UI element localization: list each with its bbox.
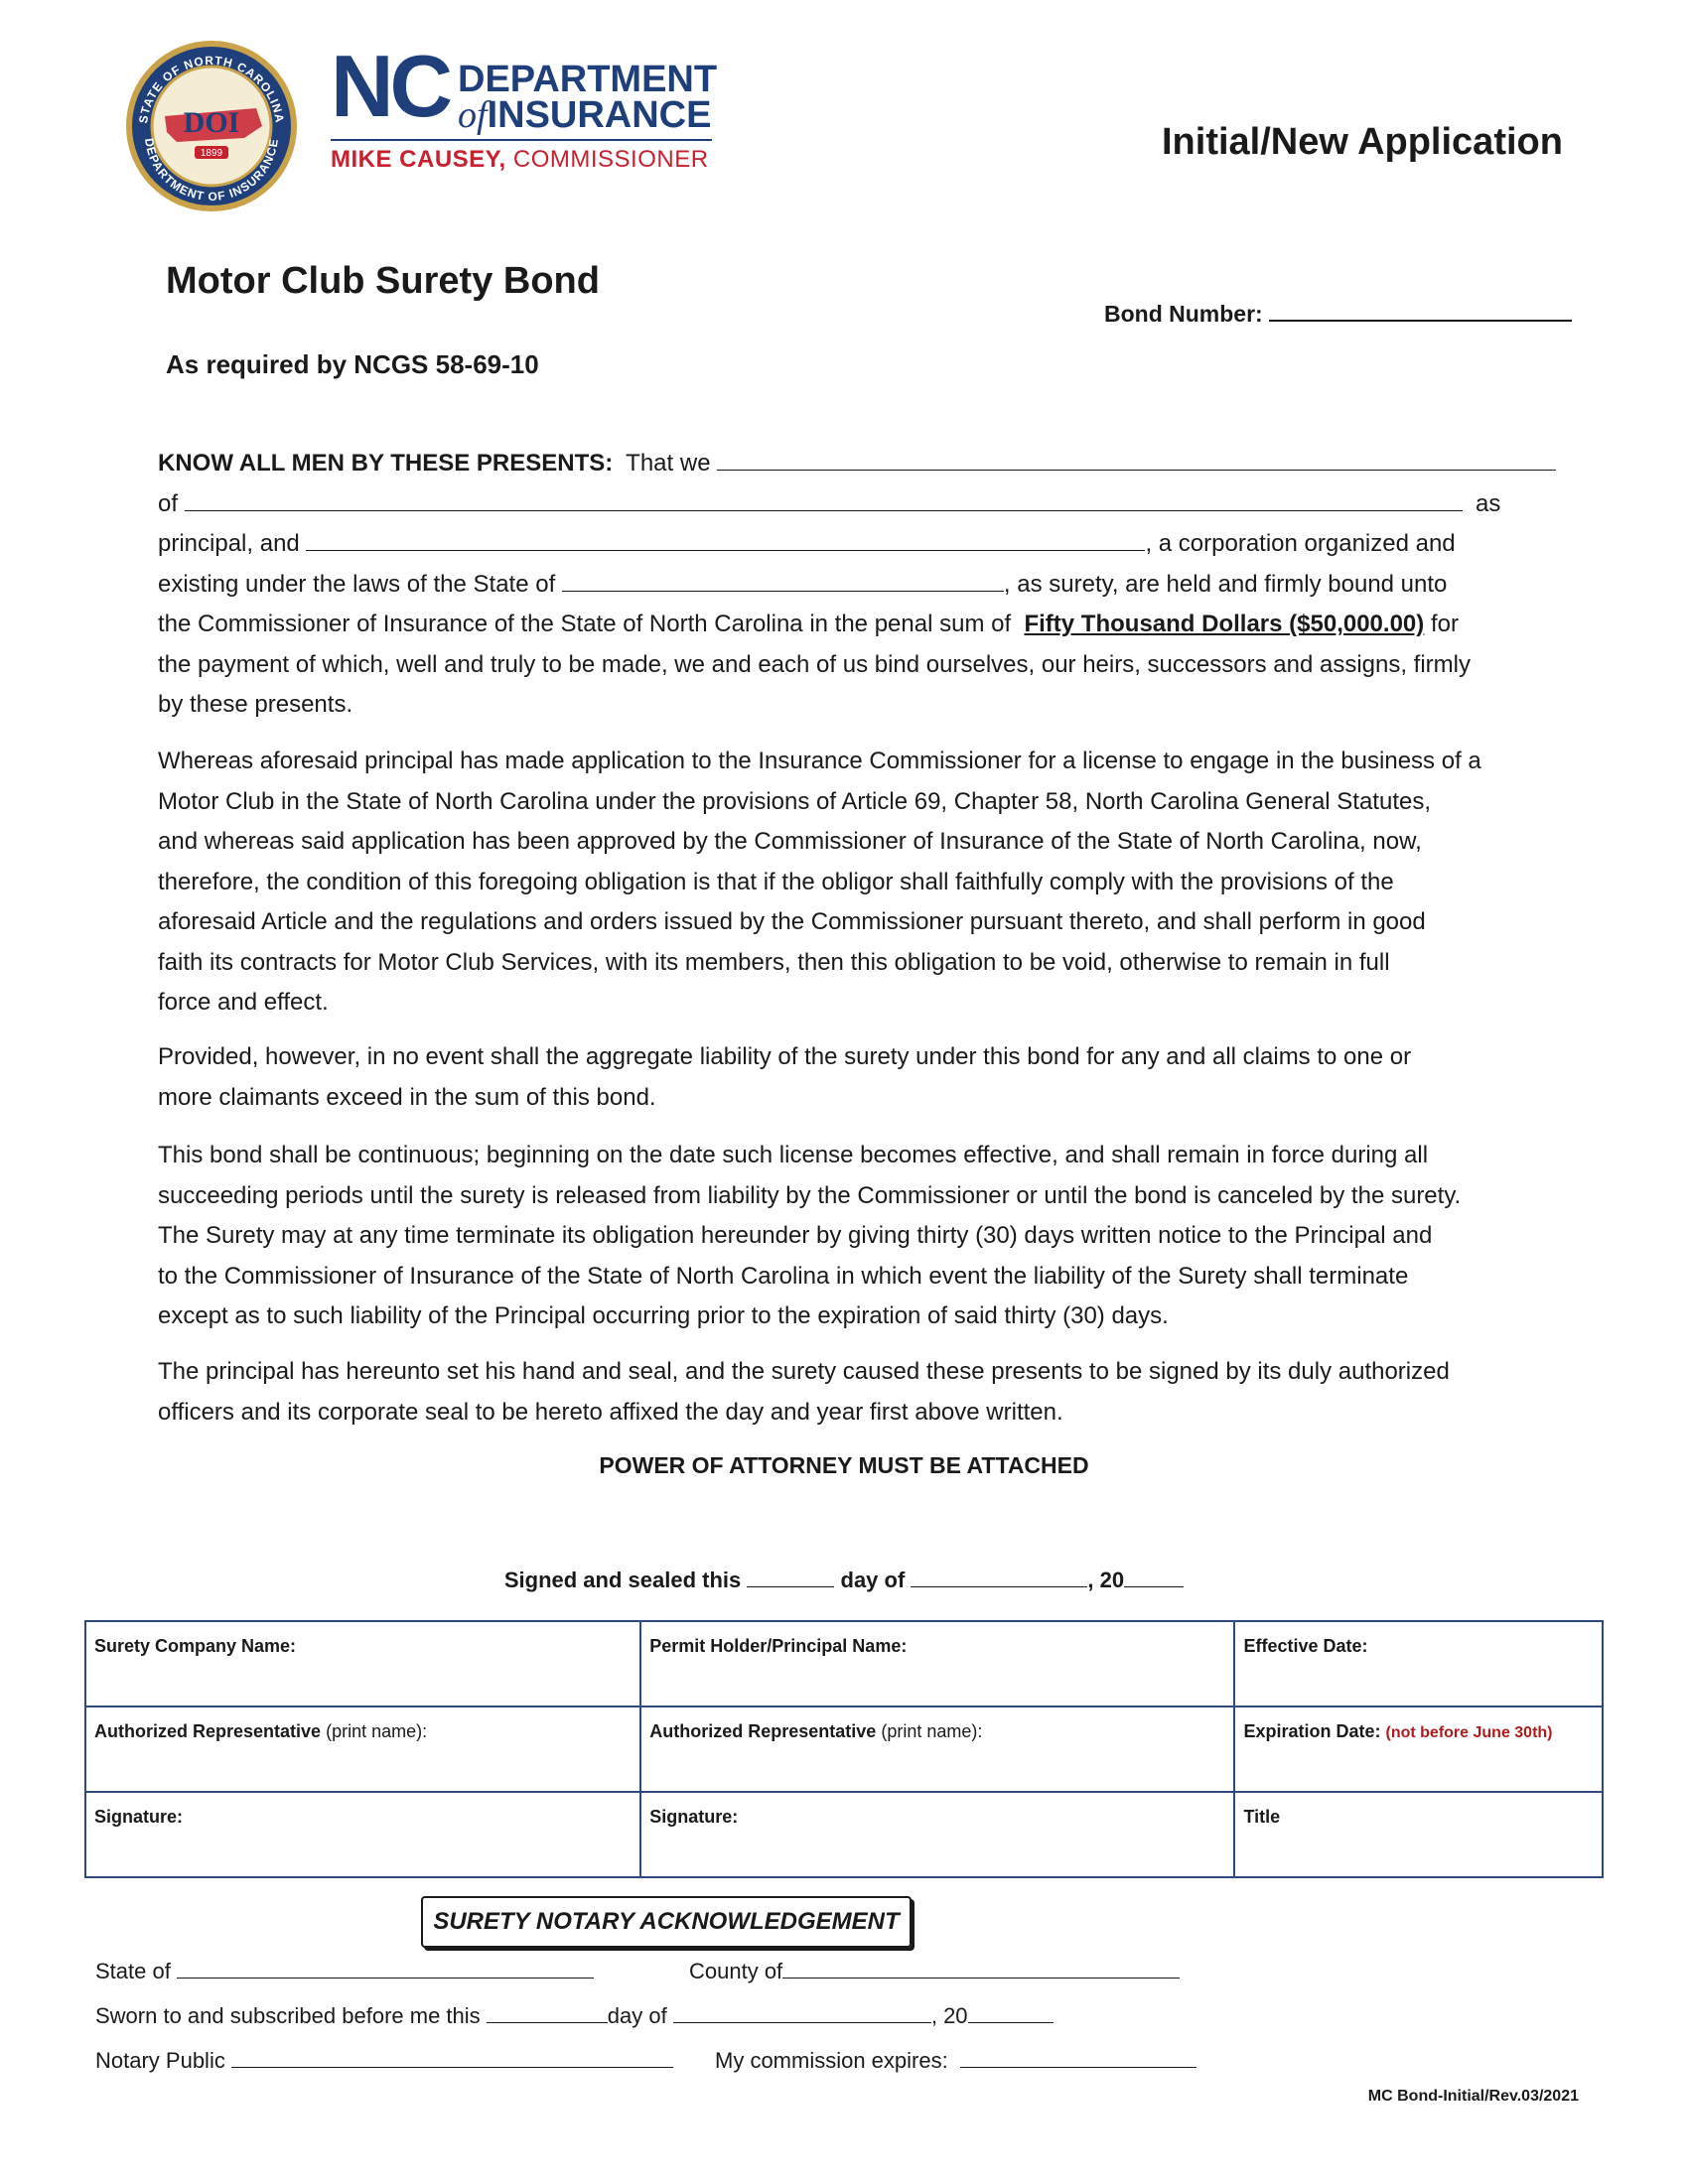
title-label: Title (1243, 1807, 1281, 1827)
print-name-note: (print name): (881, 1721, 983, 1741)
existing-text: existing under the laws of the State of (158, 570, 556, 598)
brand-department: DEPARTMENT (458, 59, 718, 100)
for-text: for (1430, 611, 1459, 637)
surety-representative-cell[interactable] (85, 1706, 640, 1792)
paragraph-line: more claimants exceed in the sum of this bond. (158, 1083, 656, 1111)
paragraph-line: Provided, however, in no event shall the aggregate liability of the surety under this bond for any and all claims to one or (158, 1043, 1412, 1070)
commissioner-text: the Commissioner of Insurance of the State of North Carolina in the penal sum of (158, 611, 1012, 637)
brand-insurance: INSURANCE (487, 94, 712, 136)
of-text: of (158, 489, 179, 517)
paragraph-line: This bond shall be continuous; beginning on the date such license becomes effective, and shall remain in force during all (158, 1142, 1429, 1168)
signature-label: Signature: (94, 1807, 184, 1827)
signed-year-prefix: , 20 (1087, 1568, 1125, 1592)
form-title: Motor Club Surety Bond (166, 260, 600, 302)
paragraph-line: faith its contracts for Motor Club Services, with its members, then this obligation to be void, otherwise to remain in full (158, 948, 1390, 976)
application-type: Initial/New Application (1162, 121, 1563, 163)
notary-sworn-line (95, 2000, 1054, 2029)
know-all-men-heading: KNOW ALL MEN BY THESE PRESENTS: (158, 450, 614, 477)
brand-nc: NC (331, 37, 450, 135)
table-row (85, 1706, 1603, 1792)
as-text: as (1476, 489, 1501, 517)
notary-county-field (689, 1956, 1180, 1984)
surety-company-label: Surety Company Name: (94, 1636, 297, 1656)
principal-representative-cell[interactable] (640, 1706, 1234, 1792)
surety-state-blank[interactable] (562, 569, 1004, 592)
paragraph-provided (158, 1037, 1558, 1118)
paragraph-line: The Surety may at any time terminate its obligation hereunder by giving thirty (30) days written notice to the Principal and (158, 1222, 1433, 1249)
county-of-label: County of (689, 1959, 783, 1983)
paragraph-line: Motor Club in the State of North Carolina under the provisions of Article 69, Chapter 58, North Carolina General Statutes, (158, 787, 1432, 815)
notary-public-field (95, 2045, 673, 2074)
brand-of: of (458, 94, 488, 136)
seal-year: 1899 (200, 148, 223, 159)
auth-rep-label: Authorized Representative (94, 1721, 322, 1741)
that-we-text: That we (626, 450, 711, 477)
sworn-year-blank[interactable] (968, 2000, 1054, 2023)
seal-bottom-text: DEPARTMENT OF INSURANCE (142, 137, 281, 205)
signed-prefix: Signed and sealed this (503, 1568, 742, 1592)
paragraph-line: therefore, the condition of this foregoing obligation is that if the obligor shall faithfully comply with the provisions of the (158, 868, 1394, 895)
signed-year-blank[interactable] (1124, 1567, 1184, 1587)
state-of-label: State of (95, 1959, 171, 1983)
print-name-note: (print name): (326, 1721, 428, 1741)
effective-date-label: Effective Date: (1243, 1636, 1368, 1656)
bond-number-field (1104, 298, 1572, 328)
paragraph-line: officers and its corporate seal to be hereto affixed the day and year first above written. (158, 1398, 1063, 1426)
paragraph-line: aforesaid Article and the regulations and orders issued by the Commissioner pursuant thereto, and shall perform in good (158, 908, 1426, 935)
sworn-label: Sworn to and subscribed before me this (95, 2003, 481, 2028)
commissioner-title: COMMISSIONER (512, 146, 709, 173)
auth-rep-label: Authorized Representative (649, 1721, 877, 1741)
notary-public-blank[interactable] (231, 2045, 673, 2068)
expiration-date-label: Expiration Date: (1243, 1721, 1381, 1741)
sworn-day-blank[interactable] (487, 2000, 608, 2023)
bond-number-label: Bond Number: (1104, 301, 1263, 327)
brand-divider (331, 139, 712, 141)
notary-state-field (95, 1956, 594, 1984)
form-revision-code: MC Bond-Initial/Rev.03/2021 (1367, 2088, 1579, 2105)
paragraph-line: succeeding periods until the surety is released from liability by the Commissioner or until the bond is canceled by the surety. (158, 1181, 1462, 1209)
expiration-date-cell[interactable] (1234, 1706, 1603, 1792)
title-cell[interactable] (1234, 1792, 1603, 1877)
power-of-attorney-notice: POWER OF ATTORNEY MUST BE ATTACHED (599, 1452, 1089, 1478)
sworn-year-prefix: , 20 (930, 2003, 968, 2028)
paragraph-line: except as to such liability of the Principal occurring prior to the expiration of said thirty (30) days. (158, 1302, 1169, 1329)
paragraph-continuous (158, 1136, 1558, 1337)
signed-and-sealed-line (0, 1567, 1688, 1593)
paragraph-line: to the Commissioner of Insurance of the State of North Carolina in which event the liability of the Surety shall terminate (158, 1262, 1409, 1290)
notary-state-blank[interactable] (177, 1956, 594, 1979)
permit-holder-cell[interactable] (640, 1621, 1234, 1706)
signed-day-of: day of (840, 1568, 906, 1592)
signed-day-blank[interactable] (747, 1567, 834, 1587)
commissioner-name: MIKE CAUSEY, (331, 146, 506, 173)
paragraph-know-all-men (158, 444, 1558, 726)
paragraph-hand-and-seal (158, 1352, 1558, 1433)
sworn-month-blank[interactable] (673, 2000, 931, 2023)
table-row (85, 1792, 1603, 1877)
doi-seal-logo (117, 35, 306, 213)
expiration-note: (not before June 30th) (1385, 1724, 1553, 1741)
surety-company-cell[interactable] (85, 1621, 640, 1706)
commission-expires-field (715, 2045, 1196, 2074)
corporation-text: , a corporation organized and (1145, 530, 1456, 557)
paragraph-whereas (158, 742, 1558, 1024)
sworn-day-of: day of (607, 2003, 667, 2028)
seal-center-text: DOI (183, 106, 240, 139)
effective-date-cell[interactable] (1234, 1621, 1603, 1706)
surety-name-blank[interactable] (306, 528, 1145, 551)
signed-month-blank[interactable] (911, 1567, 1087, 1587)
penal-sum: Fifty Thousand Dollars ($50,000.00) (1024, 611, 1425, 637)
notary-banner (421, 1896, 912, 1948)
permit-holder-label: Permit Holder/Principal Name: (649, 1636, 908, 1656)
principal-text: principal, and (158, 530, 300, 557)
principal-name-blank[interactable] (717, 448, 1556, 471)
paragraph-line: force and effect. (158, 989, 329, 1016)
signature-table (84, 1620, 1604, 1878)
signature-label: Signature: (649, 1807, 739, 1827)
paragraph-1-line-7: by these presents. (158, 691, 353, 718)
principal-address-blank[interactable] (185, 488, 1463, 511)
commission-expires-label: My commission expires: (715, 2048, 948, 2073)
notary-public-label: Notary Public (95, 2048, 225, 2073)
nc-doi-brand (331, 37, 728, 184)
paragraph-line: and whereas said application has been approved by the Commissioner of Insurance of the State of North Carolina, now, (158, 828, 1422, 855)
notary-county-blank[interactable] (782, 1956, 1180, 1979)
paragraph-line: Whereas aforesaid principal has made application to the Insurance Commissioner for a license to engage in the business of a (158, 748, 1481, 774)
notary-banner-text: SURETY NOTARY ACKNOWLEDGEMENT (433, 1908, 900, 1935)
seal-top-text: STATE OF NORTH CAROLINA (136, 53, 287, 125)
principal-signature-cell[interactable] (640, 1792, 1234, 1877)
table-row (85, 1621, 1603, 1706)
bond-number-blank[interactable] (1269, 298, 1572, 322)
surety-text: , as surety, are held and firmly bound unto (1003, 570, 1448, 598)
statute-reference: As required by NCGS 58-69-10 (166, 349, 539, 379)
paragraph-1-line-6: the payment of which, well and truly to be made, we and each of us bind ourselves, our heirs, successors and assigns, firmly (158, 650, 1471, 678)
surety-signature-cell[interactable] (85, 1792, 640, 1877)
paragraph-line: The principal has hereunto set his hand and seal, and the surety caused these presents to be signed by its duly authorized (158, 1358, 1450, 1385)
commission-expires-blank[interactable] (960, 2045, 1196, 2068)
